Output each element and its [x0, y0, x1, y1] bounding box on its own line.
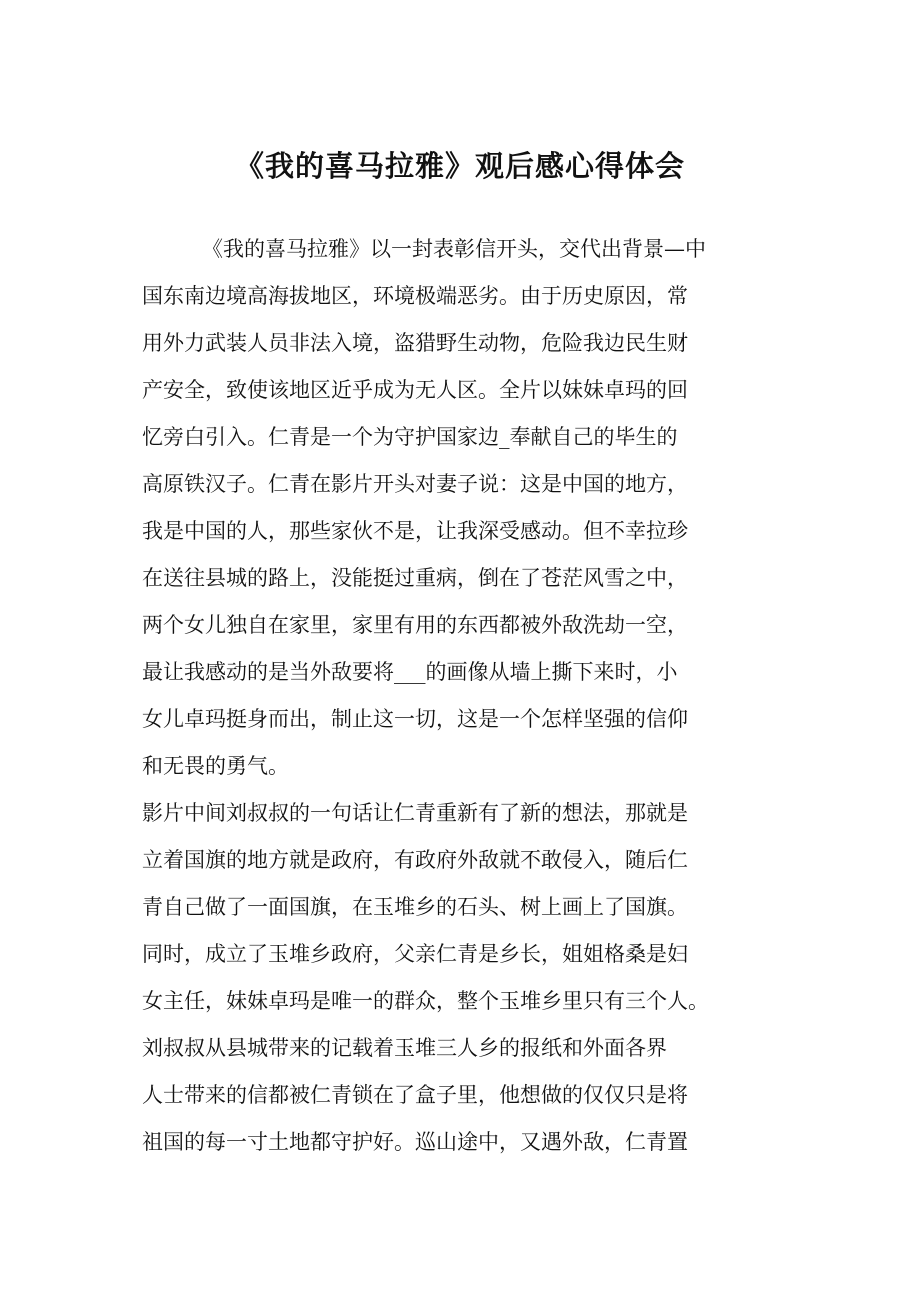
text-line: 高原铁汉子。仁青在影片开头对妻子说：这是中国的地方，: [142, 472, 688, 496]
page-title: 《我的喜马拉雅》观后感心得体会: [234, 149, 685, 183]
text-line: 用外力武装人员非法入境，盗猎野生动物，危险我边民生财: [142, 331, 688, 355]
paragraph-1: [142, 226, 792, 790]
text-line: 忆旁白引入。仁青是一个为守护国家边_奉献自己的毕生的: [142, 425, 678, 449]
text-line: 立着国旗的地方就是政府，有政府外敌就不敢侵入，随后仁: [142, 848, 688, 872]
text-line: 人士带来的信都被仁青锁在了盒子里，他想做的仅仅只是将: [142, 1083, 688, 1107]
text-line: 我是中国的人，那些家伙不是，让我深受感动。但不幸拉珍: [142, 519, 688, 543]
text-line: 和无畏的勇气。: [142, 754, 289, 778]
text-line: 同时，成立了玉堆乡政府，父亲仁青是乡长，姐姐格桑是妇: [142, 942, 688, 966]
document-body: [142, 226, 792, 1166]
text-line: 青自己做了一面国旗，在玉堆乡的石头、树上画上了国旗。: [142, 895, 688, 919]
text-line: 两个女儿独自在家里，家里有用的东西都被外敌洗劫一空，: [142, 613, 688, 637]
paragraph-2: [142, 790, 792, 1166]
text-line: 最让我感动的是当外敌要将___的画像从墙上撕下来时，小: [142, 660, 678, 684]
text-line: 女儿卓玛挺身而出，制止这一切，这是一个怎样坚强的信仰: [142, 707, 688, 731]
text-line: 在送往县城的路上，没能挺过重病，倒在了苍茫风雪之中，: [142, 566, 688, 590]
text-line: 影片中间刘叔叔的一句话让仁青重新有了新的想法，那就是: [142, 801, 688, 825]
text-line: 国东南边境高海拔地区，环境极端恶劣。由于历史原因，常: [142, 284, 688, 308]
text-line: 女主任，妹妹卓玛是唯一的群众，整个玉堆乡里只有三个人。: [142, 989, 709, 1013]
text-line: 《我的喜马拉雅》以一封表彰信开头，交代出背景—中: [202, 237, 706, 261]
text-line: 产安全，致使该地区近乎成为无人区。全片以妹妹卓玛的回: [142, 378, 688, 402]
text-line: 刘叔叔从县城带来的记载着玉堆三人乡的报纸和外面各界: [142, 1036, 667, 1060]
text-line: 祖国的每一寸土地都守护好。巡山途中，又遇外敌，仁青置: [142, 1130, 688, 1154]
